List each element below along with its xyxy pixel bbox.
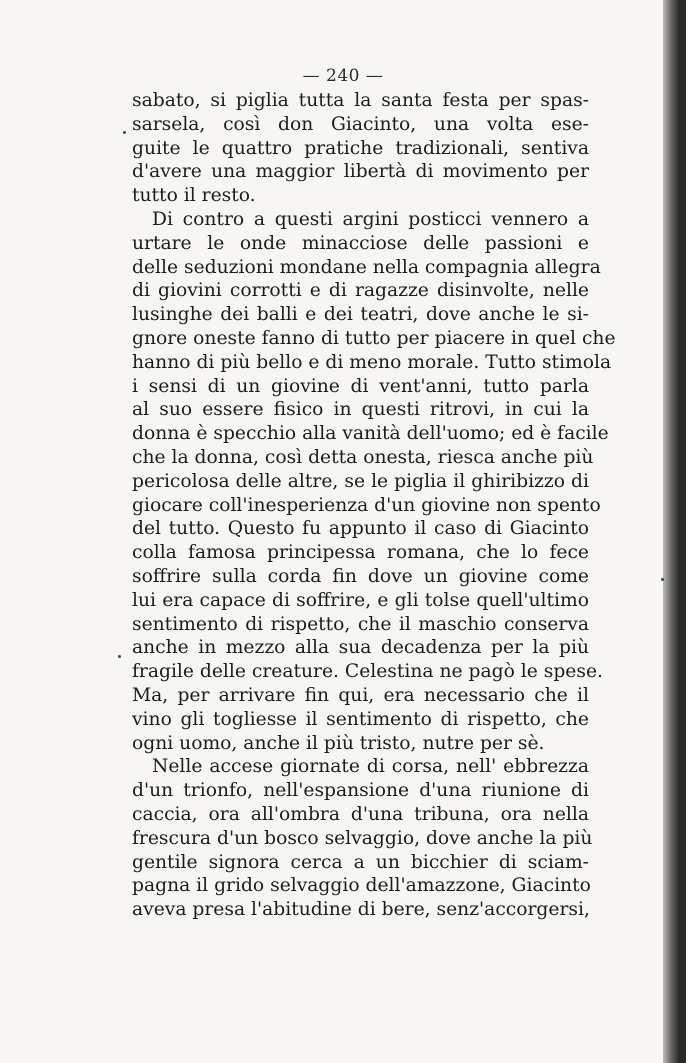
- text-line: pericolosa delle altre, se le piglia il ghiribizzo di: [132, 470, 589, 492]
- text-line: che la donna, così detta onesta, riesca anche più: [132, 446, 594, 468]
- text-line: delle seduzioni mondane nella compagnia allegra: [132, 256, 601, 278]
- text-line: aveva presa l'abitudine di bere, senz'accorgersi,: [132, 899, 590, 921]
- text-line: lusinghe dei balli e dei teatri, dove anche le si-: [132, 304, 589, 326]
- text-line: urtare le onde minacciose delle passioni e: [132, 232, 589, 254]
- text-line: giocare coll'inesperienza d'un giovine non spento: [132, 494, 601, 516]
- text-line: gnore oneste fanno di tutto per piacere in quel che: [132, 327, 616, 349]
- text-line: sabato, si piglia tutta la santa festa per spas-: [132, 90, 589, 111]
- text-line: Ma, per arrivare fin qui, era necessario che il: [132, 684, 589, 706]
- paper-speck: [118, 655, 121, 658]
- text-line: colla famosa principessa romana, che lo fece: [132, 542, 589, 564]
- text-line: al suo essere fisico in questi ritrovi, in cui la: [132, 399, 589, 421]
- text-line: pagna il grido selvaggio dell'amazzone, Giacinto: [132, 875, 591, 897]
- text-line: d'avere una maggior libertà di movimento per: [132, 161, 589, 183]
- text-line: gentile signora cerca a un bicchier di sciam-: [132, 851, 589, 873]
- text-line: tutto il resto.: [132, 185, 256, 207]
- text-line: d'un trionfo, nell'espansione d'una riunione di: [132, 780, 589, 802]
- paper-speck: [661, 578, 664, 581]
- text-line: donna è specchio alla vanità dell'uomo; ed è facile: [132, 423, 609, 445]
- text-line: i sensi di un giovine di vent'anni, tutto parla: [132, 375, 589, 397]
- page-number: — 240 —: [302, 66, 384, 86]
- binding-edge: [663, 0, 686, 1063]
- text-line: anche in mezzo alla sua decadenza per la più: [132, 637, 589, 659]
- text-line: di giovini corrotti e di ragazze disinvolte, nelle: [132, 280, 589, 302]
- text-line: frescura d'un bosco selvaggio, dove anche la più: [132, 827, 593, 849]
- paper-speck: [123, 131, 126, 134]
- text-line: guite le quattro pratiche tradizionali, sentiva: [132, 137, 589, 159]
- text-line: caccia, ora all'ombra d'una tribuna, ora nella: [132, 803, 589, 825]
- text-line: soffrire sulla corda fin dove un giovine come: [132, 565, 589, 587]
- text-line: sarsela, così don Giacinto, una volta ese-: [132, 113, 589, 135]
- text-line: vino gli togliesse il sentimento di rispetto, che: [132, 708, 589, 730]
- text-line: sentimento di rispetto, che il maschio conserva: [132, 613, 589, 635]
- body-text: [132, 89, 616, 922]
- text-line: fragile delle creature. Celestina ne pagò le spese.: [132, 661, 603, 683]
- text-line: Nelle accese giornate di corsa, nell' ebbrezza: [152, 756, 589, 778]
- text-line: ogni uomo, anche il più tristo, nutre per sè.: [132, 732, 545, 754]
- text-line: lui era capace di soffrire, e gli tolse quell'ultimo: [132, 589, 589, 611]
- text-line: del tutto. Questo fu appunto il caso di Giacinto: [132, 518, 589, 540]
- text-line: hanno di più bello e di meno morale. Tutto stimola: [132, 351, 612, 373]
- text-line: Di contro a questi argini posticci vennero a: [152, 208, 589, 230]
